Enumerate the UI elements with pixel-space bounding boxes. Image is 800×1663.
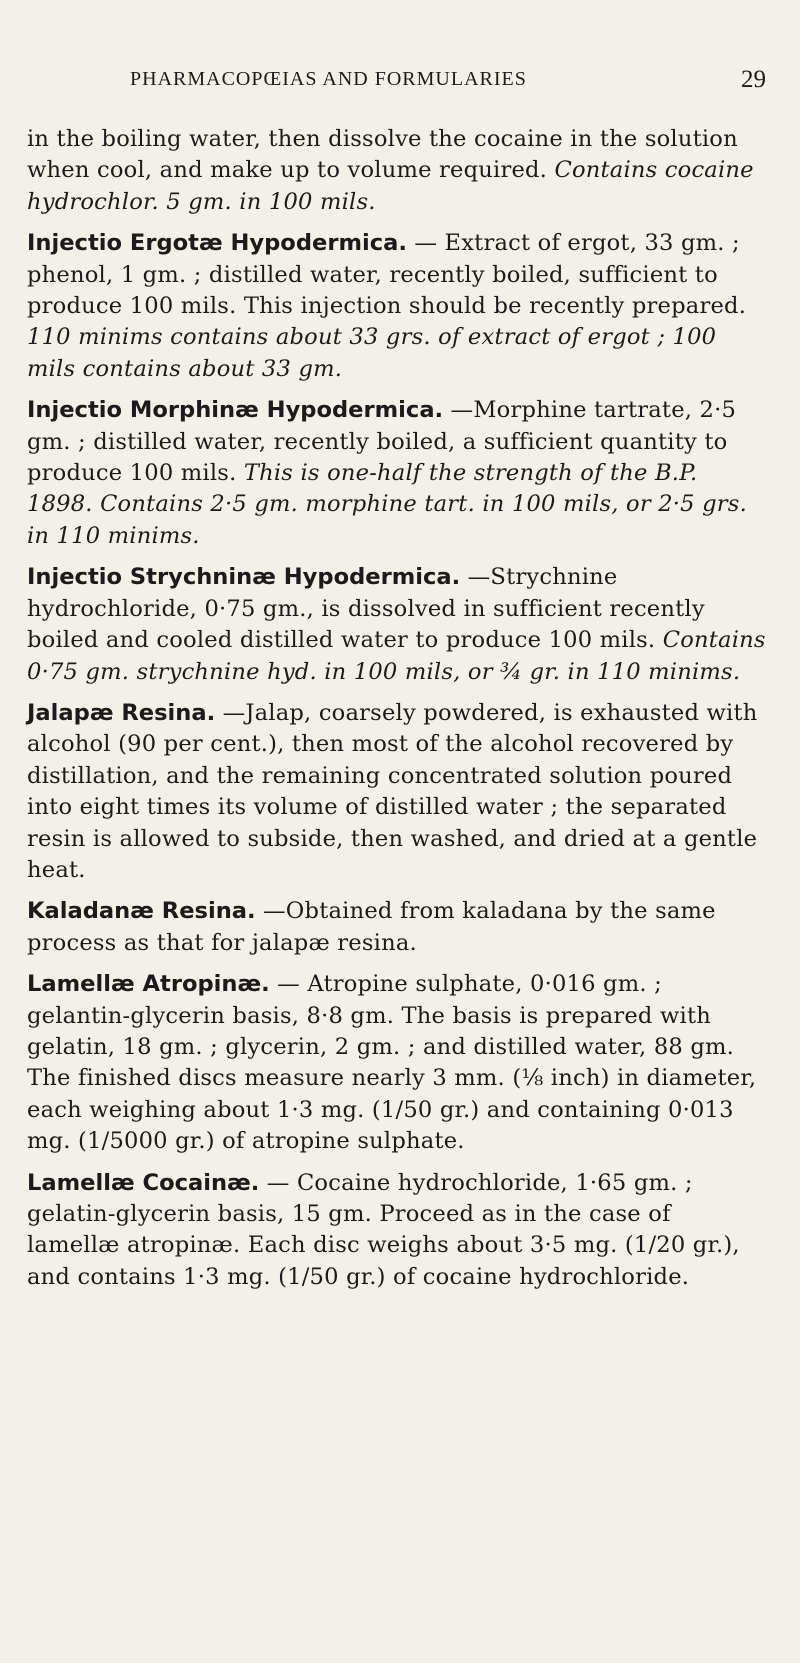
entry-text: —Morphine tartrate, 2·5 gm. ; distilled water, recently boiled, a sufficient quantity to produce 100 mils. <box>27 397 737 487</box>
entry-paragraph <box>27 228 767 385</box>
entry-paragraph <box>27 698 767 886</box>
entry-heading: Injectio Strychninæ Hypodermica. <box>27 564 461 591</box>
entry-text: —Obtained from kaladana by the same process as that for jalapæ resina. <box>27 898 716 956</box>
entry-paragraph <box>27 896 767 959</box>
intro-note: Contains cocaine hydrochlor. 5 gm. in 100 mils. <box>27 157 754 215</box>
entry-heading: Lamellæ Atropinæ. <box>27 971 270 998</box>
page-number: 29 <box>741 66 766 93</box>
entry-text: — Atropine sulphate, 0·016 gm. ; gelantin-glycerin basis, 8·8 gm. The basis is prepared with gelatin, 18 gm. ; glycerin, 2 gm. ; and distilled water, 88 gm. The finished discs measure nearly 3 mm. (⅛ inch) in diameter, each weighing about 1·3 mg. (1/50 gr.) and containing 0·013 mg. (1/5000 gr.) of atropine sulphate. <box>27 971 757 1155</box>
entry-text: — Cocaine hydrochloride, 1·65 gm. ; gelatin-glycerin basis, 15 gm. Proceed as in the case of lamellæ atropinæ. Each disc weighs about 3·5 mg. (1/20 gr.), and contains 1·3 mg. (1/50 gr.) of cocaine hydrochloride. <box>27 1169 740 1290</box>
running-title: PHARMACOPŒIAS AND FORMULARIES <box>130 68 527 90</box>
entry-note: 110 minims contains about 33 grs. of extract of ergot ; 100 mils contains about 33 gm. <box>27 324 717 382</box>
entry-text: — Extract of ergot, 33 gm. ; phenol, 1 gm. ; distilled water, recently boiled, sufficient to produce 100 mils. This injection should be recently prepared. <box>27 230 747 320</box>
page-body <box>27 124 767 1303</box>
entry-text: —Strychnine hydrochloride, 0·75 gm., is dissolved in sufficient recently boiled and cooled distilled water to produce 100 mils. <box>27 564 705 654</box>
entry-paragraph <box>27 395 767 552</box>
entry-heading: Injectio Ergotæ Hypodermica. <box>27 230 407 257</box>
entry-paragraph <box>27 969 767 1157</box>
entry-heading: Injectio Morphinæ Hypodermica. <box>27 397 444 424</box>
entry-note: Contains 0·75 gm. strychnine hyd. in 100 mils, or ¾ gr. in 110 minims. <box>27 627 766 685</box>
entry-heading: Lamellæ Cocainæ. <box>27 1169 260 1196</box>
entry-note: This is one-half the strength of the B.P. 1898. Contains 2·5 gm. morphine tart. in 100 mils, or 2·5 grs. in 110 minims. <box>27 460 747 549</box>
entry-paragraph <box>27 562 767 688</box>
entry-paragraph <box>27 1168 767 1294</box>
intro-text: in the boiling water, then dissolve the cocaine in the solution when cool, and make up to volume required. <box>27 126 738 184</box>
entry-text: —Jalap, coarsely powdered, is exhausted with alcohol (90 per cent.), then most of the alcohol recovered by distillation, and the remaining concentrated solution poured into eight times its volume of distilled water ; the separated resin is allowed to subside, then washed, and dried at a gentle heat. <box>27 699 758 883</box>
entry-heading: Kaladanæ Resina. <box>27 898 256 925</box>
intro-paragraph <box>27 124 767 218</box>
entry-heading: Jalapæ Resina. <box>27 699 216 726</box>
